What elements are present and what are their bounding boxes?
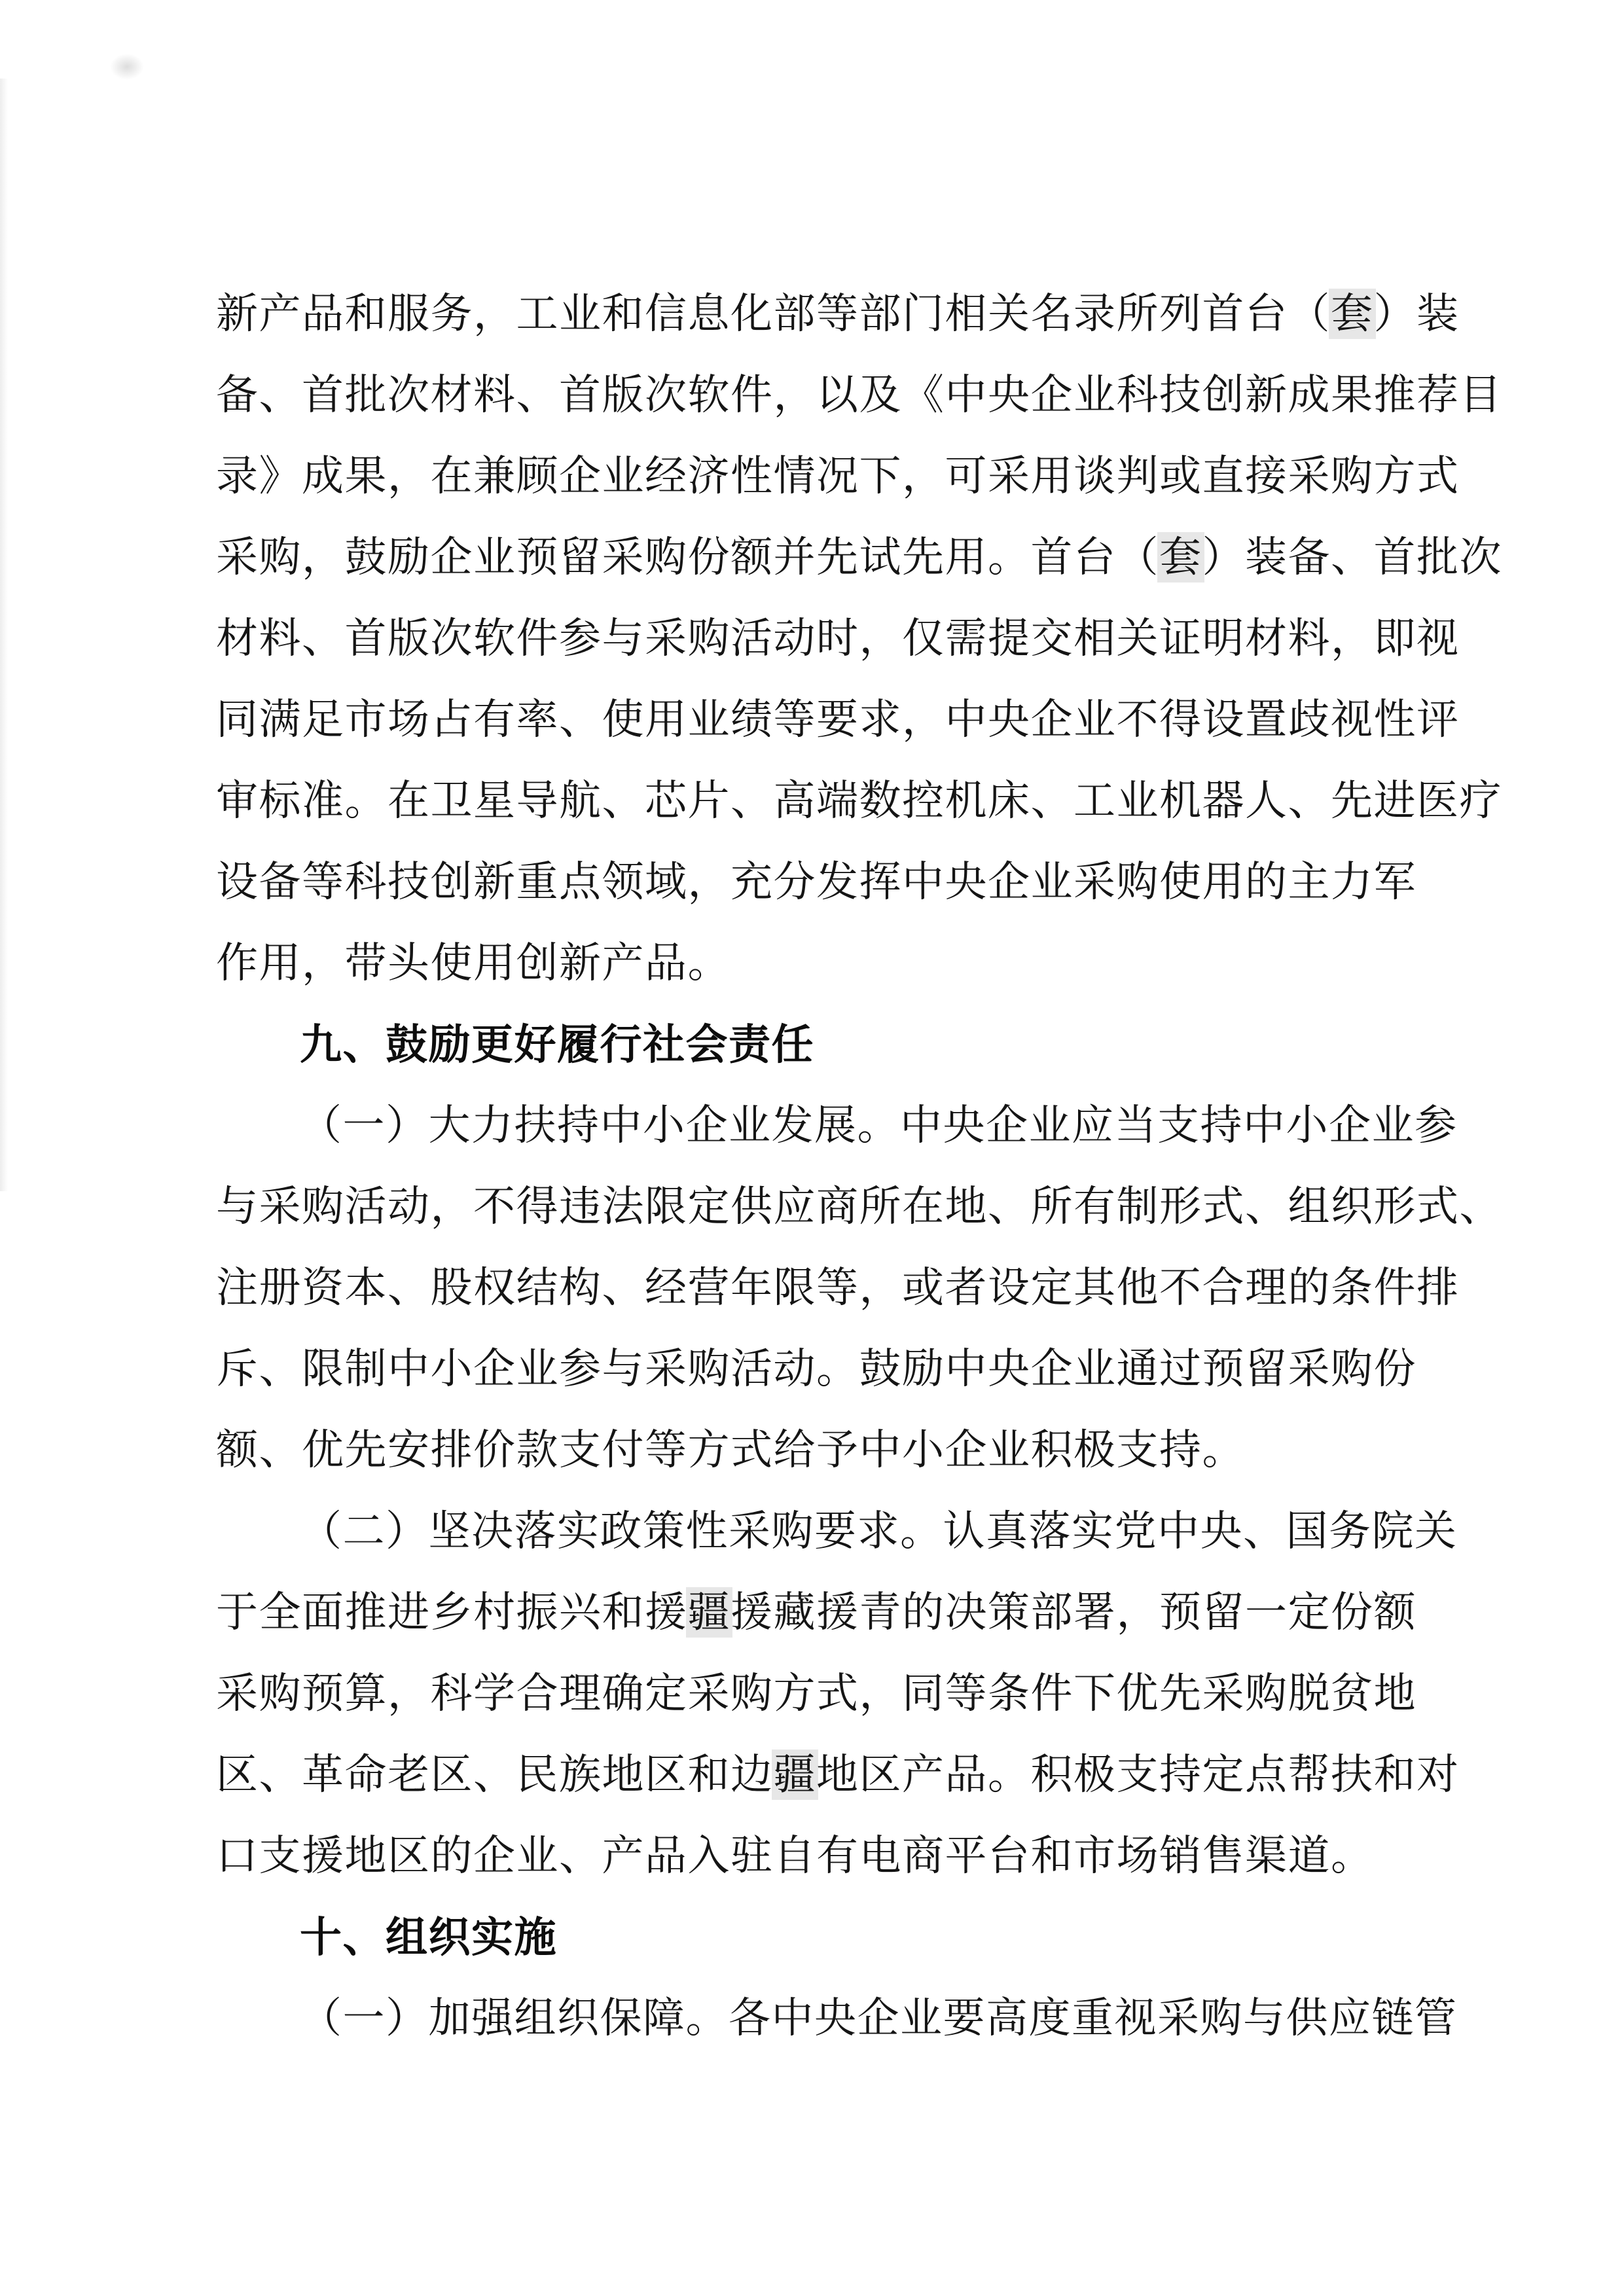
text-line — [216, 1491, 1473, 1572]
body-text: 额、优先安排价款支付等方式给予中小企业积极支持。 — [216, 1427, 1245, 1473]
text-line — [216, 436, 1473, 517]
body-text: 口支援地区的企业、产品入驻自有电商平台和市场销售渠道。 — [216, 1833, 1374, 1879]
text-line — [216, 274, 1473, 355]
body-text: 于全面推进乡村振兴和援疆援藏援青的决策部署，预留一定份额 — [216, 1589, 1416, 1636]
body-text: （一）加强组织保障。各中央企业要高度重视采购与供应链管 — [300, 1995, 1458, 2041]
body-text: 采购，鼓励企业预留采购份额并先试先用。首台（套）装备、首批次 — [216, 534, 1502, 581]
body-text: （一）大力扶持中小企业发展。中央企业应当支持中小企业参 — [300, 1102, 1458, 1149]
body-text: 作用，带头使用创新产品。 — [216, 940, 731, 986]
text-line — [216, 1085, 1473, 1166]
text-line — [216, 1572, 1473, 1653]
text-line — [216, 517, 1502, 598]
text-line — [216, 1329, 1473, 1410]
document-text-block — [216, 274, 1502, 2059]
pasted-glyph-highlight: 套 — [1331, 291, 1374, 337]
scan-edge-shading — [0, 79, 8, 1191]
text-line — [216, 761, 1502, 842]
pasted-glyph-highlight: 疆 — [687, 1589, 731, 1636]
section-heading-line — [216, 1004, 1473, 1085]
text-line — [216, 598, 1473, 679]
body-text: 设备等科技创新重点领域，充分发挥中央企业采购使用的主力军 — [216, 859, 1416, 905]
text-line — [216, 1410, 1473, 1491]
body-text: 注册资本、股权结构、经营年限等，或者设定其他不合理的条件排 — [216, 1265, 1460, 1311]
body-text: 备、首批次材料、首版次软件，以及《中央企业科技创新成果推荐目 — [216, 372, 1502, 418]
text-line — [216, 1247, 1473, 1329]
pasted-glyph-highlight: 套 — [1159, 534, 1202, 581]
body-text: 审标准。在卫星导航、芯片、高端数控机床、工业机器人、先进医疗 — [216, 778, 1502, 824]
body-text: 斥、限制中小企业参与采购活动。鼓励中央企业通过预留采购份 — [216, 1346, 1416, 1392]
body-text: 区、革命老区、民族地区和边疆地区产品。积极支持定点帮扶和对 — [216, 1751, 1460, 1798]
text-line — [216, 1734, 1473, 1816]
body-text: 同满足市场占有率、使用业绩等要求，中央企业不得设置歧视性评 — [216, 696, 1460, 743]
pasted-glyph-highlight: 疆 — [773, 1751, 816, 1798]
body-text: 与采购活动，不得违法限定供应商所在地、所有制形式、组织形式、 — [216, 1183, 1502, 1230]
text-line — [216, 842, 1473, 923]
text-line — [216, 923, 1473, 1004]
section-heading-text: 十、组织实施 — [300, 1914, 557, 1961]
body-text: 录》成果，在兼顾企业经济性情况下，可采用谈判或直接采购方式 — [216, 453, 1460, 499]
text-line — [216, 1166, 1502, 1247]
body-text: 材料、首版次软件参与采购活动时，仅需提交相关证明材料，即视 — [216, 615, 1460, 662]
section-heading-text: 九、鼓励更好履行社会责任 — [300, 1021, 814, 1068]
text-line — [216, 1816, 1473, 1897]
text-line — [216, 1653, 1473, 1734]
body-text: 新产品和服务，工业和信息化部等部门相关名录所列首台（套）装 — [216, 291, 1460, 337]
text-line — [216, 355, 1502, 436]
body-text: （二）坚决落实政策性采购要求。认真落实党中央、国务院关 — [300, 1508, 1458, 1554]
scan-smudge — [110, 54, 144, 80]
body-text: 采购预算，科学合理确定采购方式，同等条件下优先采购脱贫地 — [216, 1670, 1416, 1717]
text-line — [216, 679, 1473, 761]
text-line — [216, 1978, 1473, 2059]
section-heading-line — [216, 1897, 1473, 1978]
